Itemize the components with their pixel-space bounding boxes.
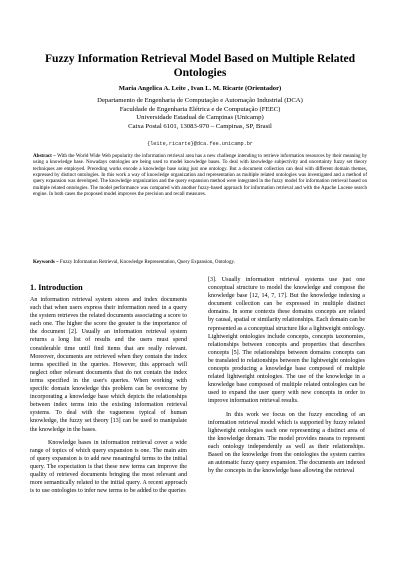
affiliation-address: Caixa Postal 6101, 13083-970 – Campinas, SP, Brasil: [128, 122, 272, 130]
abstract: [33, 153, 367, 197]
intro-paragraph-3: [3]. Usually information retrieval systems use just one conceptual structure to model the knowledge and compose the knowledge base [12, 14, 7, 17]. But the knowledge indexing a document collection can be expressed in multiple distinct domains. In some contexts these domains concepts are related by causal, spatial or similarity relationships. Each domain can be represented as a conceptual structure like a lightweight ontology. Lightweight ontologies include concepts, concepts taxonomies, relationships between concepts and properties that describes concepts [5]. The relationships between domains concepts can be translated to relationships between the lightweight ontologies concepts producing a knowledge base composed of multiple related lightweight ontologies. The use of the knowledge in a knowledge base composed of multiple related ontologies can be used to expand the user query with new concepts in order to improve information retrieval results.: [208, 277, 366, 405]
paper-title: Fuzzy Information Retrieval Model Based on Multiple Related Ontologies: [44, 52, 356, 79]
intro-paragraph-1: An information retrieval system stores and index documents such that when users express their information need in a query the system retrieves the related documents associating a score to each one. The higher the score the greater is the importance of the document [2]. Usually an information retrieval system returns a long list of results and the users must spend considerable time until find items that are really relevant. Moreover, documents are retrieved when they contain the index terms specified in the queries. However, this approach will neglect other relevant documents that do not contain the index terms specified in the user's queries. When working with specific domain knowledge this problem can be overcome by incorporating a knowledge base which depicts the relationships between index terms into the existing information retrieval systems. To deal with the vagueness typical of human knowledge, the fuzzy set theory [13] can be used to manipulate the knowledge in the bases.: [30, 297, 187, 433]
left-column: [30, 282, 187, 500]
paper-authors: Maria Angelica A. Leite , Ivan L. M. Ricarte (Orientador): [118, 85, 282, 92]
intro-paragraph-4: In this work we focus on the fuzzy encoding of an information retrieval model which is supported by fuzzy related lightweight ontologies each one representing a distinct area of the knowledge domain. The model provides means to represent each ontology independently as well as their relationships. Based on the knowledge from the ontologies the system carries an automatic fuzzy query expansion. The documents are indexed by the concepts in the knowledge base allowing the retrieval: [208, 411, 365, 475]
abstract-lead: Abstract –: [33, 153, 56, 159]
abstract-text: With the World Wide Web popularity the information retrieval area has a new challenge intending to retrieve information resources by their meaning by using a knowledge base. Nowadays ontologies are being used to model knowledge bases. To deal with knowledge subjectivity and uncertainty fuzzy set theory techniques are employed. Preceding works encode a knowledge base using just one ontology. But a document collection can deal with different domain themes, expressed by distinct ontologies. In this work a way of knowledge organization and representation as multiple related ontologies was investigated and a method of query expansion was developed. The knowledge organization and the query expansion method were integrated in the fuzzy model for information retrieval based on multiple related ontologies. The model performance was compared with another fuzzy-based approach for information retrieval and with the Apache Lucene search engine. In both cases the proposed model improves the precision and recall measures.: [33, 153, 367, 198]
keywords-lead: Keywords –: [33, 259, 59, 265]
intro-paragraph-2: Knowledge bases in information retrieval cover a wide range of topics of which query expansion is one. The main aim of query expansion is to add new meaningful terms to the initial query. The expectation is that these new terms can improve the quality of retrieved documents bringing the most relevant and more semantically related to the initial query. A recent approach is to use ontologies to infer new terms to be added to the queries: [30, 439, 187, 495]
keywords: [33, 259, 367, 265]
affiliation-faculty: Faculdade de Engenharia Elétrica e de Computação (FEEC): [119, 105, 281, 113]
affiliation-university: Universidade Estadual de Campinas (Unicamp): [136, 114, 264, 122]
affiliation-block: [30, 97, 370, 131]
right-column: [208, 276, 365, 480]
section-heading-introduction: 1. Introduction: [30, 283, 83, 292]
affiliation-department: Departamento de Engenharia de Computação e Automação Industrial (DCA): [97, 97, 303, 104]
author-emails: {leite,ricarte}@dca.fee.unicamp.br: [147, 141, 253, 147]
keywords-text: Fuzzy Information Retrieval, Knowledge Representation, Query Expansion, Ontology.: [59, 259, 235, 265]
